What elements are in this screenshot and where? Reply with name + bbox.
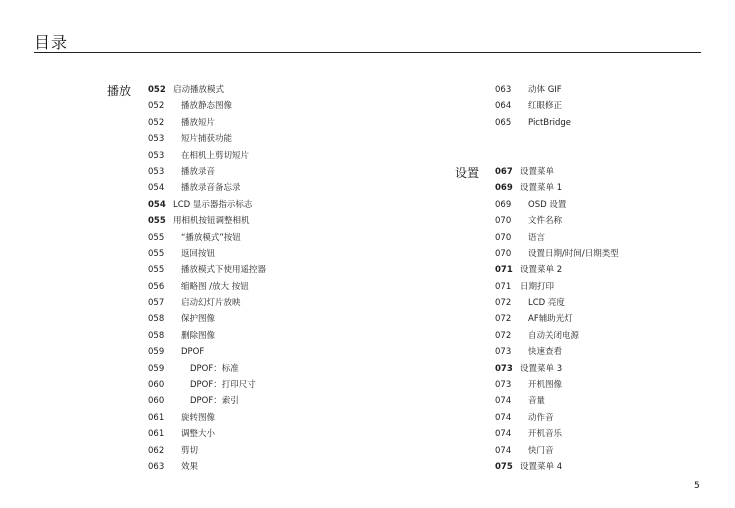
toc-entry[interactable]	[148, 246, 438, 262]
toc-entry-title: DPOF	[181, 347, 205, 358]
toc-page-number: 064	[495, 101, 512, 112]
toc-entry-title: 动作音	[528, 412, 554, 423]
toc-entry-title: 短片捕获功能	[181, 134, 233, 145]
toc-entry[interactable]	[495, 213, 705, 229]
toc-entry-title: 开机音乐	[528, 429, 563, 440]
toc-entry[interactable]	[148, 197, 438, 213]
toc-entry[interactable]	[495, 180, 705, 196]
toc-page-number: 058	[148, 330, 165, 341]
toc-page-number: 070	[495, 248, 512, 259]
toc-entry[interactable]	[148, 230, 438, 246]
toc-page-number: 071	[495, 281, 512, 292]
toc-page-number: 074	[495, 396, 512, 407]
toc-entry-title: 保护图像	[181, 314, 216, 325]
toc-entry-title: 设置菜单 3	[520, 363, 563, 374]
toc-entry-title: 启动播放模式	[173, 85, 225, 95]
toc-page-number: 059	[148, 363, 165, 374]
toc-entry[interactable]	[495, 393, 705, 409]
toc-entry[interactable]	[148, 98, 438, 114]
section-label-playback: 播放	[107, 84, 132, 98]
toc-page-number: 063	[148, 461, 165, 472]
toc-page-number: 061	[148, 412, 165, 423]
toc-page-number: 074	[495, 445, 512, 456]
toc-entry-title: 播放模式下使用遥控器	[181, 265, 267, 276]
toc-entry[interactable]	[148, 344, 438, 360]
toc-page-number: 055	[148, 265, 165, 276]
toc-page-number: 057	[148, 298, 165, 309]
toc-page-number: 070	[495, 216, 512, 227]
toc-entry-title: LCD 亮度	[528, 298, 565, 309]
toc-entry-title: 设置日期/时间/日期类型	[528, 248, 619, 259]
toc-entry[interactable]	[495, 344, 705, 360]
toc-page-number: 069	[495, 183, 513, 194]
toc-column-right	[495, 82, 705, 475]
toc-page-number: 071	[495, 265, 513, 276]
toc-entry[interactable]	[148, 328, 438, 344]
toc-page-number: 063	[495, 85, 512, 95]
toc-entry-title: DPOF：标准	[190, 363, 239, 374]
toc-entry-title: 文件名称	[528, 216, 563, 227]
toc-page-number: 056	[148, 281, 165, 292]
toc-page-number: 067	[495, 166, 513, 177]
toc-entry-title: 语言	[528, 232, 546, 243]
toc-entry[interactable]	[495, 246, 705, 262]
toc-entry[interactable]	[148, 131, 438, 147]
toc-entry-title: 效果	[181, 461, 199, 472]
toc-page-number: 052	[148, 117, 165, 128]
toc-entry-title: PictBridge	[528, 117, 572, 128]
toc-entry[interactable]	[148, 426, 438, 442]
toc-page-number: 054	[148, 183, 165, 194]
toc-page-number: 052	[148, 85, 166, 95]
toc-page-number: 058	[148, 314, 165, 325]
toc-entry-title: 启动幻灯片放映	[181, 298, 241, 309]
toc-page-number: 074	[495, 412, 512, 423]
toc-entry[interactable]	[148, 295, 438, 311]
toc-page-number: 073	[495, 347, 512, 358]
toc-entry-title: OSD 设置	[528, 199, 567, 210]
toc-page-number: 070	[495, 232, 512, 243]
toc-entry-title: 设置菜单 2	[520, 265, 563, 276]
toc-entry-title: 动体 GIF	[528, 85, 562, 95]
toc-entry[interactable]	[495, 443, 705, 459]
toc-page-number: 072	[495, 298, 512, 309]
toc-page-number: 073	[495, 380, 512, 391]
toc-entry[interactable]	[148, 148, 438, 164]
toc-entry-title: 用相机按钮调整相机	[173, 216, 250, 227]
toc-entry[interactable]	[495, 295, 705, 311]
toc-entry[interactable]	[148, 443, 438, 459]
toc-entry-title: DPOF：打印尺寸	[190, 380, 256, 391]
toc-entry[interactable]	[148, 180, 438, 196]
toc-entry[interactable]	[148, 393, 438, 409]
toc-page-number: 060	[148, 380, 165, 391]
toc-page-number: 059	[148, 347, 165, 358]
toc-entry[interactable]	[495, 164, 705, 180]
toc-entry[interactable]	[495, 377, 705, 393]
toc-entry[interactable]	[495, 197, 705, 213]
toc-page-number: 055	[148, 216, 166, 227]
toc-column-left	[148, 82, 438, 475]
toc-entry[interactable]	[148, 410, 438, 426]
toc-entry-title: 返回按钮	[181, 248, 216, 259]
toc-page-number: 062	[148, 445, 165, 456]
toc-entry-title: 设置菜单	[520, 166, 555, 177]
toc-entry[interactable]	[495, 361, 705, 377]
toc-entry[interactable]	[148, 164, 438, 180]
page-title: 目录	[34, 33, 69, 52]
toc-entry[interactable]	[495, 311, 705, 327]
toc-entry-title: LCD 显示器指示标志	[173, 199, 253, 210]
toc-entry-title: 音量	[528, 396, 546, 407]
toc-page-number: 054	[148, 199, 166, 210]
toc-entry[interactable]	[148, 361, 438, 377]
toc-entry[interactable]	[495, 328, 705, 344]
toc-page-number: 072	[495, 314, 512, 325]
toc-entry[interactable]	[495, 115, 705, 131]
toc-page-number: 053	[148, 150, 165, 161]
toc-entry[interactable]	[495, 262, 705, 278]
section-label-settings: 设置	[455, 166, 480, 180]
toc-entry[interactable]	[495, 230, 705, 246]
toc-page-number: 053	[148, 134, 165, 145]
toc-page-number: 074	[495, 429, 512, 440]
toc-entry-title: 设置菜单 4	[520, 461, 563, 472]
toc-entry-title: 播放录音备忘录	[181, 183, 241, 194]
toc-page-number: 061	[148, 429, 165, 440]
toc-page-number: 072	[495, 330, 512, 341]
toc-entry-title: 播放静态图像	[181, 101, 233, 112]
toc-entry-title: 调整大小	[181, 429, 216, 440]
toc-entry[interactable]	[148, 279, 438, 295]
toc-entry[interactable]	[495, 459, 705, 475]
toc-entry-title: 快门音	[528, 445, 554, 456]
toc-entry[interactable]	[495, 98, 705, 114]
toc-entry-title: 自动关闭电源	[528, 330, 580, 341]
toc-entry[interactable]	[148, 213, 438, 229]
toc-entry-title: DPOF：索引	[190, 396, 239, 407]
toc-entry[interactable]	[495, 279, 705, 295]
toc-page-number: 069	[495, 199, 512, 210]
toc-page-number: 055	[148, 248, 165, 259]
toc-entry[interactable]	[148, 459, 438, 475]
toc-entry[interactable]	[148, 82, 438, 98]
toc-page-number: 073	[495, 363, 513, 374]
toc-entry-title: 剪切	[181, 445, 199, 456]
toc-entry-title: 在相机上剪切短片	[181, 150, 250, 161]
toc-entry-title: 旋转图像	[181, 412, 216, 423]
toc-entry[interactable]	[148, 262, 438, 278]
toc-entry[interactable]	[148, 115, 438, 131]
toc-page-number: 052	[148, 101, 165, 112]
toc-entry[interactable]	[148, 377, 438, 393]
toc-entry[interactable]	[495, 410, 705, 426]
section-spacer	[495, 131, 705, 147]
toc-page-number: 055	[148, 232, 165, 243]
toc-entry-title: 开机图像	[528, 380, 563, 391]
toc-entry-title: 播放录音	[181, 166, 216, 177]
toc-page-number: 053	[148, 166, 165, 177]
toc-page-number: 075	[495, 461, 513, 472]
toc-entry-title: 缩略图 /放大 按钮	[181, 281, 249, 292]
toc-entry-title: 播放短片	[181, 117, 216, 128]
section-spacer	[495, 148, 705, 164]
toc-entry[interactable]	[148, 311, 438, 327]
toc-entry-title: AF辅助光灯	[528, 314, 573, 325]
toc-entry-title: 红眼修正	[528, 101, 563, 112]
toc-entry-title: 设置菜单 1	[520, 183, 563, 194]
toc-entry[interactable]	[495, 426, 705, 442]
toc-page-number: 065	[495, 117, 512, 128]
toc-page-number: 060	[148, 396, 165, 407]
title-divider	[34, 52, 701, 53]
toc-entry-title: 删除图像	[181, 330, 216, 341]
toc-entry-title: 日期打印	[520, 281, 555, 292]
page-number: 5	[694, 481, 700, 491]
toc-entry-title: “播放模式”按钮	[181, 232, 241, 243]
toc-entry-title: 快速查看	[528, 347, 563, 358]
toc-entry[interactable]	[495, 82, 705, 98]
